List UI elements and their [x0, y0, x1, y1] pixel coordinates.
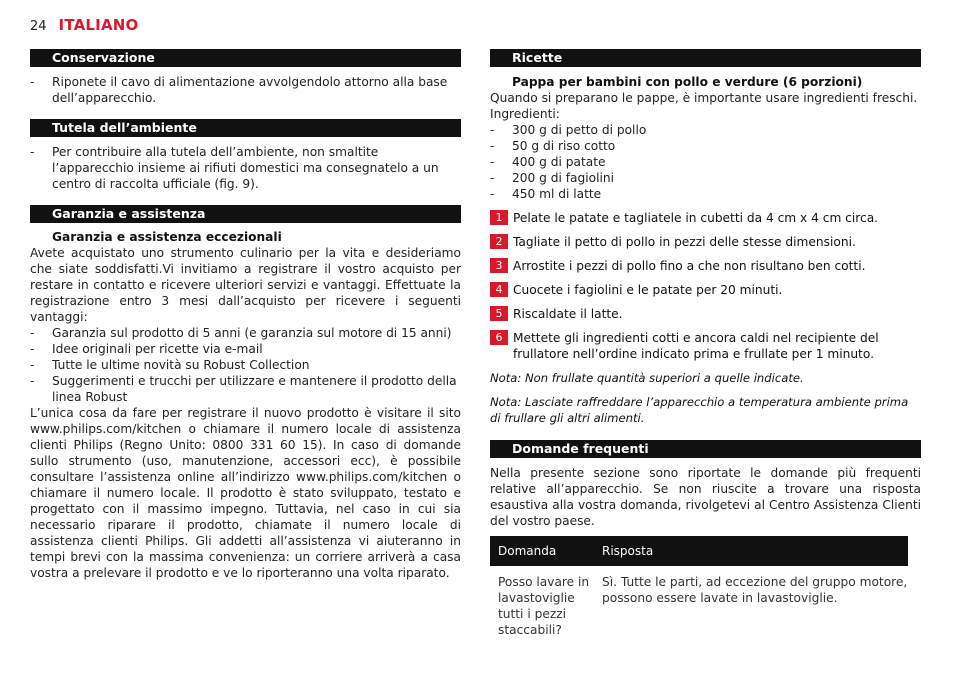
- note-cooling: Nota: Lasciate raffreddare l’apparecchio a temperatura ambiente prima di frullare gli altri alimenti.: [490, 395, 909, 425]
- step-number-badge: 3: [490, 258, 508, 273]
- recipe-steps: [490, 210, 921, 362]
- list-item: - Garanzia sul prodotto di 5 anni (e garanzia sul motore di 15 anni): [30, 325, 461, 341]
- step-text: Tagliate il petto di pollo in pezzi delle stesse dimensioni.: [513, 235, 856, 249]
- step-item: [490, 258, 921, 274]
- step-text: Cuocete i fagiolini e le patate per 20 minuti.: [513, 283, 783, 297]
- list-item: - Idee originali per ricette via e-mail: [30, 341, 461, 357]
- step-item: [490, 282, 921, 298]
- ingredient-item: - 400 g di patate: [490, 154, 921, 170]
- faq-intro: Nella presente sezione sono riportate le domande più frequenti relative all’apparecchio. Se non riuscite a trovare una risposta esaustiva alla vostra domanda, rivolgetevi al Centro Assistenza Clienti del vostro paese.: [490, 466, 921, 528]
- language-title: ITALIANO: [58, 16, 139, 34]
- section-title-ambiente: Tutela dell’ambiente: [30, 119, 461, 137]
- ingredient-item: - 50 g di riso cotto: [490, 138, 921, 154]
- list-item: - Suggerimenti e trucchi per utilizzare e mantenere il prodotto della linea Robust: [30, 373, 461, 405]
- table-row: [490, 566, 908, 638]
- ambiente-list: [30, 144, 461, 192]
- ingredient-item: - 300 g di petto di pollo: [490, 122, 921, 138]
- conservazione-list: [30, 74, 461, 106]
- column-header-domanda: Domanda: [490, 536, 594, 566]
- right-column: [490, 49, 921, 638]
- list-item: - Riponete il cavo di alimentazione avvolgendolo attorno alla base dell’apparecchio.: [30, 74, 461, 106]
- garanzia-benefits-list: [30, 325, 461, 405]
- ingredients-list: [490, 122, 921, 202]
- step-text: Arrostite i pezzi di pollo fino a che non risultano ben cotti.: [513, 259, 866, 273]
- step-number-badge: 6: [490, 330, 508, 345]
- garanzia-intro: Avete acquistato uno strumento culinario per la vita e desideriamo che siate soddisfatti.Vi invitiamo a registrare il vostro acquisto per restare in contatto e ricevere ulteriori servizi e vantaggi. Effettuate la registrazione entro 3 mesi dall’acquisto per ricevere i seguenti vantaggi:: [30, 246, 461, 324]
- step-number-badge: 4: [490, 282, 508, 297]
- page-number: 24: [30, 19, 47, 34]
- list-item: - Tutte le ultime novità su Robust Collection: [30, 357, 461, 373]
- ingredient-item: - 200 g di fagiolini: [490, 170, 921, 186]
- faq-answer-cell: Sì. Tutte le parti, ad eccezione del gruppo motore, possono essere lavate in lavastoviglie.: [602, 575, 908, 605]
- step-text: Riscaldate il latte.: [513, 307, 623, 321]
- step-item: [490, 306, 921, 322]
- faq-question-cell: Posso lavare in lavastoviglie tutti i pezzi staccabili?: [498, 575, 590, 637]
- left-column: [30, 49, 461, 581]
- step-number-badge: 2: [490, 234, 508, 249]
- garanzia-subtitle: Garanzia e assistenza eccezionali: [52, 230, 282, 244]
- recipe-title: Pappa per bambini con pollo e verdure (6 porzioni): [512, 75, 863, 89]
- garanzia-body: L’unica cosa da fare per registrare il nuovo prodotto è visitare il sito www.philips.com/kitchen o chiamare il numero locale di assistenza clienti Philips (Regno Unito: 0800 331 60 15). In caso di domande sullo strumento (uso, manutenzione, accessori ecc), è possibile consultare l’assistenza online all’indirizzo www.philips.com/kitchen o chiamare il numero locale. Il prodotto è stato sviluppato, testato e progettato con il massimo impegno. Tuttavia, nel caso in cui sia necessario riparare il prodotto, chiamate il numero locale di assistenza clienti Philips. Gli addetti all’assistenza vi aiuteranno in tempi brevi con la massima convenienza: un corriere arriverà a casa vostra a prelevare il prodotto e ve lo riporteranno una volta riparato.: [30, 406, 461, 580]
- step-item: [490, 210, 921, 226]
- step-text: Mettete gli ingredienti cotti e ancora caldi nel recipiente del frullatore nell’ordine indicato prima e frullate per 1 minuto.: [513, 331, 879, 361]
- step-item: [490, 330, 921, 362]
- recipe-intro: Quando si preparano le pappe, è importante usare ingredienti freschi.: [490, 91, 918, 105]
- list-item: - Per contribuire alla tutela dell’ambiente, non smaltite l’apparecchio insieme ai rifiuti domestici ma consegnatelo a un centro di raccolta ufficiale (fig. 9).: [30, 144, 461, 192]
- faq-table: [490, 536, 908, 638]
- column-header-risposta: Risposta: [594, 536, 908, 566]
- section-title-conservazione: Conservazione: [30, 49, 461, 67]
- section-title-faq: Domande frequenti: [490, 440, 921, 458]
- page-header: [30, 17, 138, 37]
- note-quantity: Nota: Non frullate quantità superiori a quelle indicate.: [490, 371, 804, 385]
- step-number-badge: 5: [490, 306, 508, 321]
- section-title-ricette: Ricette: [490, 49, 921, 67]
- faq-header-row: [490, 536, 908, 566]
- section-title-garanzia: Garanzia e assistenza: [30, 205, 461, 223]
- ingredients-label: Ingredienti:: [490, 107, 560, 121]
- step-text: Pelate le patate e tagliatele in cubetti da 4 cm x 4 cm circa.: [513, 211, 879, 225]
- ingredient-item: - 450 ml di latte: [490, 186, 921, 202]
- step-number-badge: 1: [490, 210, 508, 225]
- step-item: [490, 234, 921, 250]
